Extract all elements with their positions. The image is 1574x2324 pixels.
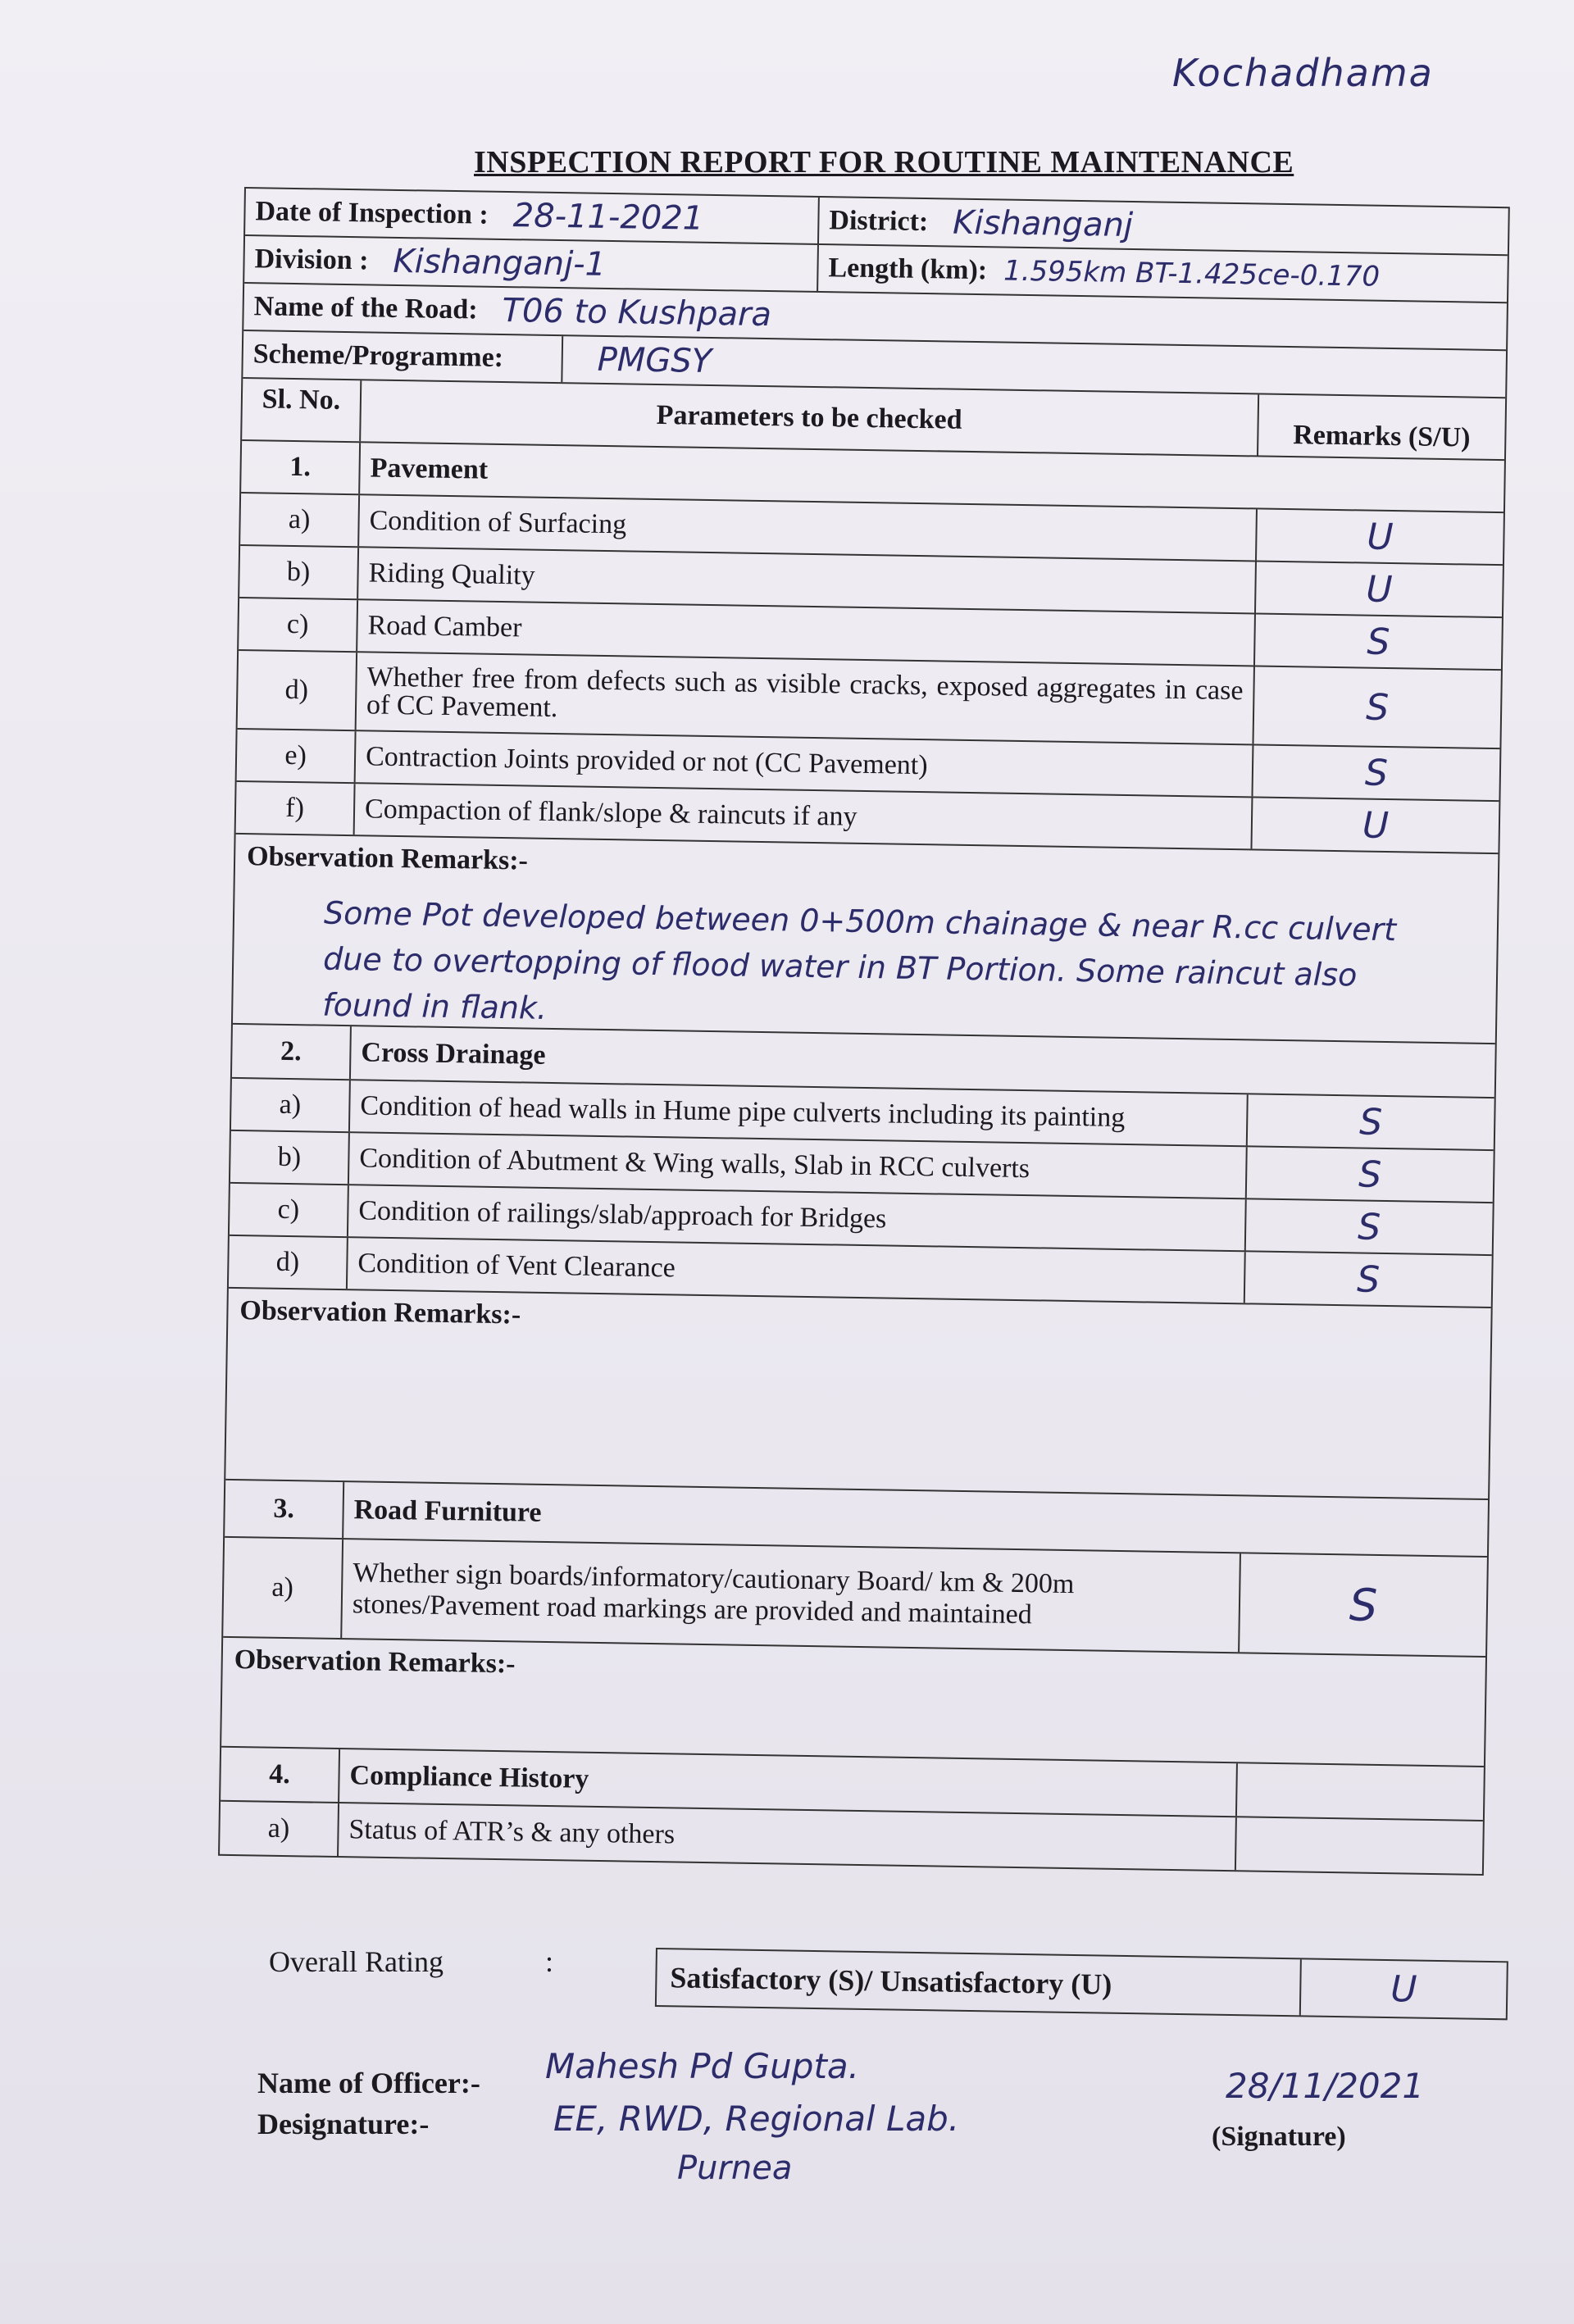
district-cell	[819, 198, 1508, 254]
item-sl: a)	[240, 493, 360, 546]
length-cell	[818, 245, 1508, 302]
col-parameters: Parameters to be checked	[361, 380, 1259, 455]
section-title: Cross Drainage	[361, 1037, 546, 1071]
item-parameter: Riding Quality	[358, 548, 1257, 612]
officer-labels	[257, 2062, 480, 2144]
observation-handwritten-text	[312, 1694, 1410, 1711]
item-parameter: Condition of Vent Clearance	[348, 1238, 1246, 1303]
division-cell	[244, 236, 819, 291]
observation-handwritten-text: Some Pot developed between 0+500m chainage & near R.cc culvert due to overtopping of flood water in BT Portion. Some raincut also found in flank.	[321, 894, 1397, 1026]
scheme-value: PMGSY	[597, 340, 712, 380]
officer-designation-value: EE, RWD, Regional Lab.	[553, 2099, 960, 2139]
item-parameter: Whether sign boards/informatory/cautionary Board/ km & 200m stones/Pavement road markings are provided and maintained	[342, 1539, 1241, 1652]
observation-block-cross-drainage	[225, 1289, 1490, 1500]
item-remark: U	[1365, 568, 1393, 611]
scheme-label-cell	[243, 331, 563, 382]
item-remark: S	[1349, 1578, 1378, 1631]
division-value: Kishanganj-1	[393, 242, 607, 284]
date-cell	[245, 189, 820, 243]
item-sl: a)	[223, 1538, 343, 1638]
item-sl: d)	[229, 1236, 348, 1289]
item-remark	[1236, 1817, 1483, 1874]
item-parameter: Whether free from defects such as visible cracks, exposed aggregates in case of CC Pavement.	[357, 653, 1255, 744]
report-title: INSPECTION REPORT FOR ROUTINE MAINTENANCE	[474, 145, 1294, 180]
observation-block-pavement	[233, 835, 1498, 1044]
item-remark: S	[1367, 621, 1390, 663]
section-number: 4.	[221, 1748, 340, 1802]
item-parameter: Condition of railings/slab/approach for Bridges	[348, 1185, 1247, 1250]
officer-designation-label: Designature:-	[257, 2108, 430, 2140]
section-number: 1.	[241, 441, 361, 493]
item-parameter: Road Camber	[357, 600, 1256, 665]
overall-rating-options: Satisfactory (S)/ Unsatisfactory (U)	[657, 1949, 1302, 2015]
length-value: 1.595km BT-1.425ce-0.170	[1003, 254, 1381, 293]
item-sl: b)	[239, 546, 359, 598]
item-parameter: Condition of head walls in Hume pipe culverts including its painting	[350, 1080, 1249, 1145]
scheme-label: Scheme/Programme:	[252, 339, 504, 373]
overall-rating-colon: :	[545, 1945, 554, 1978]
observation-container	[221, 1638, 1422, 1765]
inspection-form-table	[218, 187, 1510, 1876]
observation-block-road-furniture	[221, 1638, 1485, 1767]
overall-rating-box	[655, 1948, 1508, 2020]
item-remark: S	[1356, 1258, 1381, 1301]
item-remark: S	[1358, 1153, 1382, 1196]
item-sl: a)	[220, 1802, 339, 1856]
item-remark: S	[1357, 1205, 1381, 1248]
item-sl: e)	[237, 730, 357, 782]
item-remark: U	[1366, 516, 1394, 558]
section-title: Road Furniture	[353, 1494, 542, 1528]
item-remark: U	[1362, 804, 1390, 847]
observation-handwritten-text	[317, 1344, 1416, 1362]
item-sl: c)	[239, 598, 358, 651]
overall-rating-value: U	[1390, 1967, 1417, 2011]
item-remark: S	[1365, 686, 1390, 729]
road-value: T06 to Kushpara	[502, 291, 772, 334]
district-label: District:	[829, 205, 929, 238]
section-title: Pavement	[370, 453, 489, 485]
division-label: Division :	[254, 243, 369, 276]
observation-container	[233, 835, 1435, 1042]
officer-name-label: Name of Officer:-	[257, 2067, 480, 2099]
road-label: Name of the Road:	[253, 291, 478, 325]
item-sl: d)	[238, 651, 357, 730]
officer-name-value: Mahesh Pd Gupta.	[545, 2046, 860, 2086]
col-sl-no: Sl. No.	[242, 379, 362, 441]
col-remarks: Remarks (S/U)	[1292, 420, 1471, 453]
section-title: Compliance History	[339, 1749, 1238, 1816]
section-remark-empty	[1237, 1763, 1484, 1820]
date-value: 28-11-2021	[512, 197, 704, 238]
district-value: Kishanganj	[952, 203, 1134, 245]
overall-rating-label: Overall Rating	[269, 1945, 444, 1978]
item-sl: f)	[236, 782, 356, 835]
item-parameter: Condition of Abutment & Wing walls, Slab in RCC culverts	[349, 1133, 1248, 1198]
item-sl: c)	[230, 1184, 349, 1236]
item-remark: S	[1364, 752, 1389, 794]
signature-handwritten: 28/11/2021	[1226, 2066, 1425, 2106]
item-parameter: Condition of Surfacing	[359, 495, 1258, 560]
item-parameter: Status of ATR’s & any others	[339, 1803, 1237, 1870]
signature-label: (Signature)	[1212, 2122, 1346, 2152]
officer-place-value: Purnea	[677, 2149, 793, 2187]
observation-label: Observation Remarks:-	[239, 1295, 521, 1330]
item-parameter: Compaction of flank/slope & raincuts if any	[355, 784, 1253, 848]
item-sl: a)	[231, 1079, 351, 1131]
length-label: Length (km):	[828, 252, 988, 286]
observation-container	[225, 1289, 1427, 1498]
item-remark: S	[1358, 1101, 1383, 1144]
observation-label: Observation Remarks:-	[246, 841, 529, 876]
corner-handwritten-note: Kochadhama	[1172, 51, 1434, 95]
date-label: Date of Inspection :	[255, 196, 489, 230]
item-sl: b)	[230, 1131, 350, 1184]
section-number: 3.	[225, 1480, 344, 1538]
table-row	[223, 1538, 1487, 1658]
section-number: 2.	[232, 1025, 352, 1079]
item-parameter: Contraction Joints provided or not (CC Pavement)	[356, 731, 1254, 796]
observation-label: Observation Remarks:-	[234, 1644, 516, 1680]
